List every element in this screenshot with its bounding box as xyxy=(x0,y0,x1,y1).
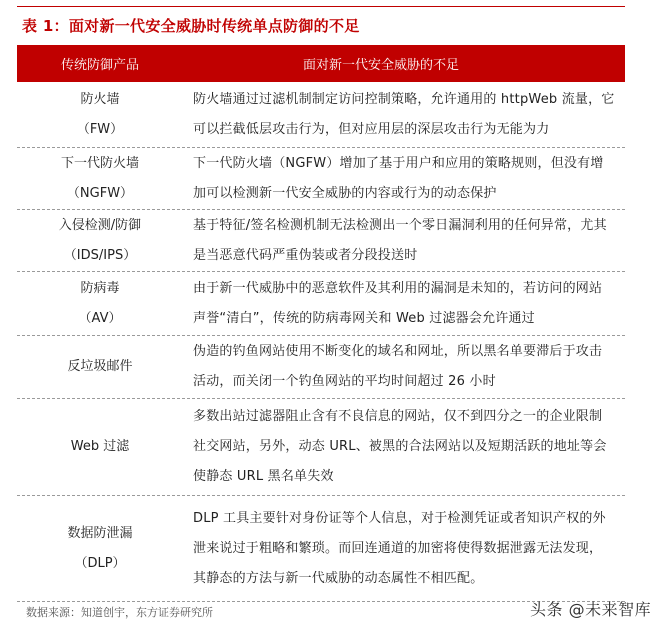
product-name: 防火墙 xyxy=(80,91,120,107)
product-abbr: （DLP） xyxy=(74,555,126,571)
product-abbr: （IDS/IPS） xyxy=(63,247,137,263)
top-rule xyxy=(17,6,625,7)
product-abbr: （NGFW） xyxy=(66,185,134,201)
watermark: 头条 @未来智库 xyxy=(530,600,652,619)
description-line: 泄来说过于粗略和繁琐。而回连通道的加密将使得数据泄露无法发现， xyxy=(193,540,603,556)
description-cell xyxy=(177,496,625,601)
product-name: 入侵检测/防御 xyxy=(58,217,142,233)
description-cell xyxy=(177,272,625,335)
product-name: 防病毒 xyxy=(80,280,120,296)
data-source-note: 数据来源：知道创宇，东方证券研究所 xyxy=(26,606,213,619)
description-line: 声誉“清白”，传统的防病毒网关和 Web 过滤器会允许通过 xyxy=(193,310,535,326)
description-line: 多数出站过滤器阻止含有不良信息的网站，仅不到四分之一的企业限制 xyxy=(193,409,603,424)
table-row xyxy=(17,399,625,496)
table-row xyxy=(17,82,625,148)
table-row xyxy=(17,148,625,210)
product-name: Web 过滤 xyxy=(70,439,130,454)
table-header xyxy=(17,45,625,82)
table-row xyxy=(17,210,625,272)
description-line: 使静态 URL 黑名单失效 xyxy=(193,469,334,484)
product-cell xyxy=(17,148,177,209)
product-cell xyxy=(17,82,177,147)
description-cell xyxy=(177,148,625,209)
description-line: 防火墙通过过滤机制制定访问控制策略，允许通用的 httpWeb 流量，它 xyxy=(193,91,615,107)
description-line: 由于新一代威胁中的恶意软件及其利用的漏洞是未知的，若访问的网站 xyxy=(193,280,603,296)
product-cell xyxy=(17,272,177,335)
table-row xyxy=(17,272,625,336)
description-line: 伪造的钓鱼网站使用不断变化的域名和网址，所以黑名单要滞后于攻击 xyxy=(193,344,603,359)
header-shortcoming: 面对新一代安全威胁的不足 xyxy=(302,58,459,73)
description-cell xyxy=(177,336,625,398)
description-cell xyxy=(177,82,625,147)
description-line: 下一代防火墙（NGFW）增加了基于用户和应用的策略规则，但没有增 xyxy=(193,155,604,171)
table-caption: 表 1：面对新一代安全威胁时传统单点防御的不足 xyxy=(22,17,360,35)
product-abbr: （FW） xyxy=(76,121,124,137)
product-cell xyxy=(17,336,177,398)
description-line: 活动，而关闭一个钓鱼网站的平均时间超过 26 小时 xyxy=(193,374,496,389)
product-name: 数据防泄漏 xyxy=(67,525,133,541)
description-line: 加可以检测新一代安全威胁的内容或行为的动态保护 xyxy=(193,185,497,201)
description-line: 可以拦截低层攻击行为，但对应用层的深层攻击行为无能为力 xyxy=(193,121,550,137)
description-line: 基于特征/签名检测机制无法检测出一个零日漏洞利用的任何异常，尤其 xyxy=(193,217,607,233)
product-cell xyxy=(17,210,177,271)
product-cell xyxy=(17,399,177,495)
description-line: 其静态的方法与新一代威胁的动态属性不相匹配。 xyxy=(193,570,484,586)
table-row xyxy=(17,336,625,399)
product-name: 下一代防火墙 xyxy=(60,155,139,171)
product-abbr: （AV） xyxy=(78,310,122,326)
product-cell xyxy=(17,496,177,601)
description-line: DLP 工具主要针对身份证等个人信息，对于检测凭证或者知识产权的外 xyxy=(193,510,606,526)
comparison-table xyxy=(17,45,625,602)
description-line: 是当恶意代码严重伪装或者分段投送时 xyxy=(193,247,418,263)
table-row xyxy=(17,496,625,602)
description-cell xyxy=(177,210,625,271)
description-cell xyxy=(177,399,625,495)
description-line: 社交网站，另外，动态 URL、被黑的合法网站以及短期活跃的地址等会 xyxy=(193,439,607,454)
header-product: 传统防御产品 xyxy=(60,58,139,73)
product-name: 反垃圾邮件 xyxy=(67,359,133,374)
